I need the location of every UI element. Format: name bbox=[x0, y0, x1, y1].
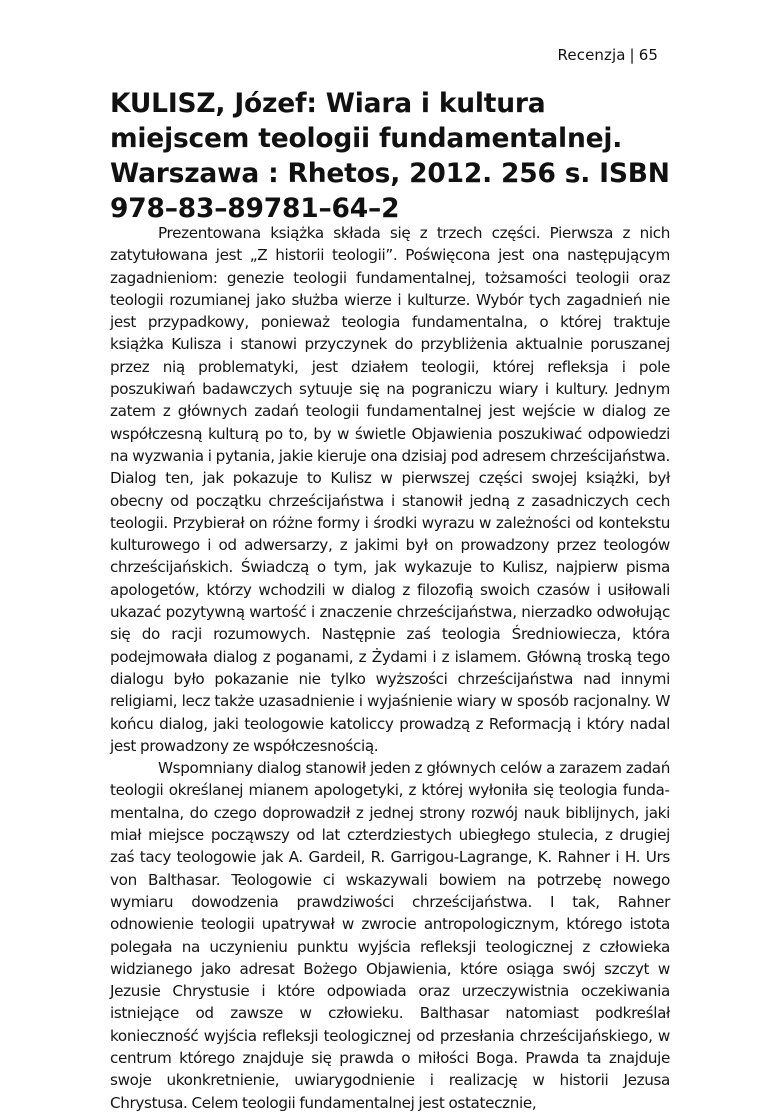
page-number: 65 bbox=[638, 46, 658, 64]
paragraph-1: Prezentowana książka składa się z trzech części. Pierwsza z nich zatytułowana jest „Z historii teologii”. Poświęcona jest ona następującym zagadnieniom: genezie teologii fundamentalnej, tożsamości teologii oraz teologii rozumianej jako służba wierze i kulturze. Wybór tych zagadnień nie jest przypadkowy, ponieważ teologia fundamentalna, o której traktuje książka Kulisza i stanowi przyczynek do przybliżenia aktualnie poruszanej przez nią problematyki, jest działem teologii, której refleksja i pole poszukiwań badawczych sytuuje się na pograniczu wiary i kultury. Jednym zatem z głównych zadań teologii fundamentalnej jest wejście w dialog ze współczesną kulturą po to, by w świetle Objawienia poszukiwać odpowiedzi na wyzwania i pytania, jakie kieruje ona dzisiaj pod adresem chrześcijaństwa. Dialog ten, jak pokazuje to Kulisz w pierwszej części swojej książki, był obecny od początku chrześcijaństwa i stanowił jedną z zasadniczych cech teologii. Przybierał on różne formy i środki wyrazu w zależności od kontekstu kulturowego i od adwersarzy, z jakimi był on prowadzony przez teologów chrześcijańskich. Świadczą o tym, jak wykazuje to Kulisz, najpierw pisma apologetów, którzy wchodzili w dialog z filozofią swoich czasów i usiłowali ukazać pozytywną wartość i znaczenie chrześcijaństwa, nierzadko odwołując się do racji rozumowych. Następnie zaś teologia Średniowiecza, która podejmowała dialog z poganami, z Żydami i z islamem. Główną troską tego dialogu było pokazanie nie tylko wyższości chrześcijaństwa nad innymi religiami, lecz także uzasadnienie i wyjaśnienie wiary w sposób racjonalny. W końcu dialog, jaki teologowie katoliccy prowadzą z Reformacją i który nadal jest prowadzony ze współczesnością. bbox=[110, 224, 670, 755]
header-separator: | bbox=[629, 46, 635, 64]
paragraph-2: Wspomniany dialog stanowił jeden z głównych celów a zarazem zadań teologii określanej mianem apologetyki, z której wyłoniła się teologia fundamentalna, do czego doprowadził z jednej strony rozwój nauk biblijnych, jaki miał miejsce począwszy od lat czterdziestych ubiegłego stulecia, z drugiej zaś tacy teologowie jak A. Gardeil, R. Garrigou-Lagrange, K. Rahner i H. Urs von Balthasar. Teologowie ci wskazywali bowiem na potrzebę nowego wymiaru dowodzenia prawdziwości chrześcijaństwa. I tak, Rahner odnowienie teologii upatrywał w zwrocie antropologicznym, którego istota polegała na uczynieniu punktu wyjścia refleksji teologicznej z człowieka widzianego jako adresat Bożego Objawienia, które osiąga swój szczyt w Jezusie Chrystusie i które odpowiada oraz urzeczywistnia oczekiwania istniejące od zawsze w człowieku. Balthasar natomiast podkreślał konieczność wyjścia refleksji teologicznej od przesłania chrześcijańskiego, w centrum którego znajduje się prawda o miłości Boga. Prawda ta znajduje swoje ukonkretnienie, uwiarygodnienie i realizację w historii Jezusa Chrystusa. Celem teologii fundamentalnej jest ostatecznie, bbox=[110, 759, 670, 1112]
running-header bbox=[558, 46, 658, 64]
section-name: Recenzja bbox=[557, 46, 626, 64]
review-body bbox=[110, 222, 670, 1114]
review-title: KULISZ, Józef: Wiara i kultura miejscem teologii fundamentalnej. Warszawa : Rhetos, 2012. 256 s. ISBN 978–83–89781–64–2 bbox=[110, 88, 670, 224]
